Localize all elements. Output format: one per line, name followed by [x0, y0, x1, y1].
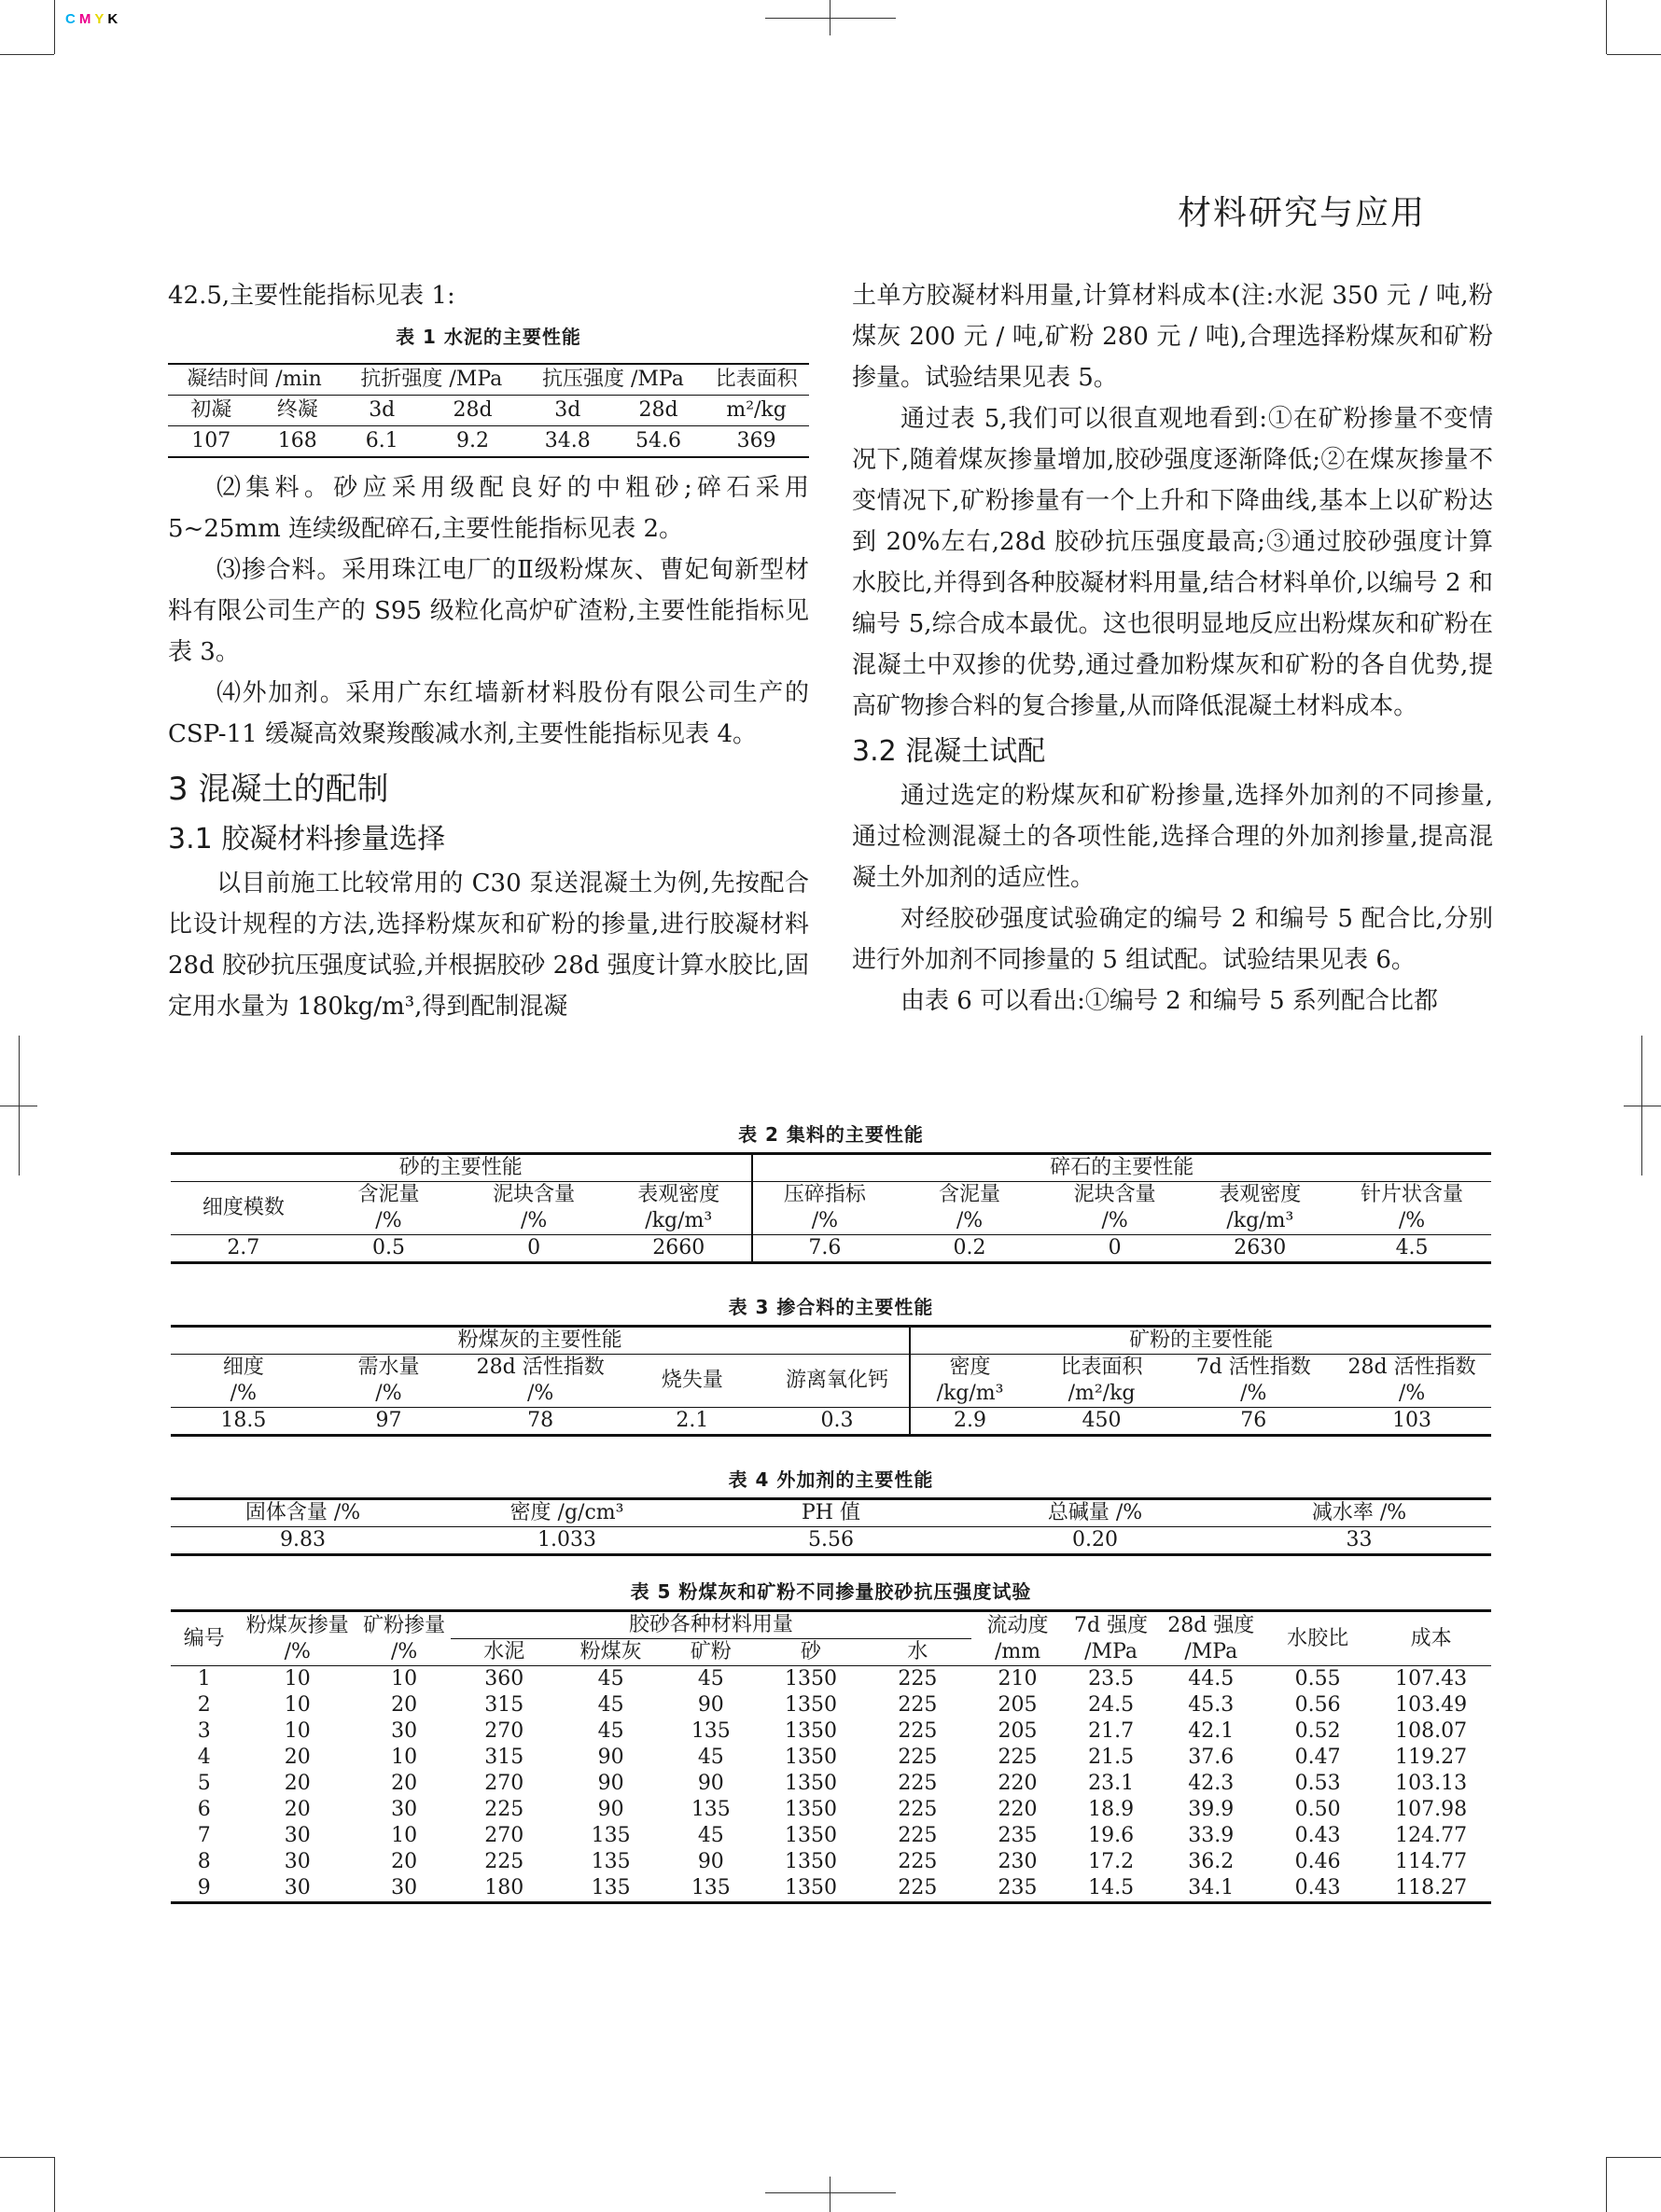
t5-cell: 1350 [785, 1850, 837, 1873]
t3-cell: 0.3 [765, 1408, 911, 1436]
paragraph: 对经胶砂强度试验确定的编号 2 和编号 5 配合比,分别进行外加剂不同掺量的 5 组试配。试验结果见表 6。 [852, 905, 1493, 974]
t5-cell: 225 [898, 1798, 938, 1821]
t5-sub: 粉煤灰 [557, 1639, 663, 1666]
t1-group: 凝结时间 /min [168, 364, 341, 396]
paragraph: 土单方胶凝材料用量,计算材料成本(注:水泥 350 元 / 吨,粉煤灰 200 元 / 吨,矿粉 280 元 / 吨),合理选择粉煤灰和矿粉掺量。试验结果见表 5。 [852, 282, 1493, 392]
t5-sub: 水泥 [451, 1639, 557, 1666]
table1-cement [168, 363, 809, 458]
t1-cell: 107 [168, 426, 255, 458]
t5-cell: 103.49 [1395, 1693, 1468, 1717]
t5-cell: 1350 [785, 1667, 837, 1690]
t2-header-unit: /% [1101, 1209, 1128, 1232]
t5-cell: 108.07 [1395, 1719, 1468, 1743]
table2-caption: 表 2 集料的主要性能 [738, 1123, 924, 1146]
t5-cell: 42.3 [1188, 1772, 1235, 1795]
table4-additive [171, 1497, 1491, 1556]
running-header: 材料研究与应用 [1177, 194, 1426, 232]
t5-cell: 360 [484, 1667, 524, 1690]
t5-cell: 1350 [785, 1746, 837, 1769]
t5-cell: 23.1 [1088, 1772, 1135, 1795]
t5-cell: 30 [284, 1824, 311, 1847]
t3-header-unit: /% [375, 1382, 402, 1405]
t2-header-unit: /% [811, 1209, 839, 1232]
t2-header: 表观密度 [637, 1183, 720, 1206]
t5-cell: 0.47 [1294, 1746, 1341, 1769]
t5-cell: 135 [664, 1875, 758, 1903]
subsection-heading: 3.2 混凝土试配 [852, 735, 1046, 768]
t2-group-sand: 砂的主要性能 [171, 1154, 752, 1182]
t5-cell: 135 [591, 1824, 631, 1847]
t5-header-unit: /% [390, 1639, 418, 1663]
t5-cell: 30 [284, 1850, 311, 1873]
table3-block [171, 1292, 1491, 1437]
t2-header: 细度模数 [202, 1196, 285, 1219]
right-column [852, 275, 1493, 1022]
t5-header: 水胶比 [1264, 1611, 1371, 1666]
t5-cell: 124.77 [1395, 1824, 1468, 1847]
t4-header: 固体含量 /% [171, 1499, 435, 1527]
t5-cell: 0.53 [1294, 1772, 1341, 1795]
t1-cell: 54.6 [613, 426, 704, 458]
t5-header: 28d 强度 [1167, 1613, 1255, 1637]
t3-cell: 2.9 [910, 1408, 1028, 1436]
t5-cell: 135 [591, 1850, 631, 1873]
table-row [171, 1666, 1491, 1693]
t5-cell: 1350 [785, 1719, 837, 1743]
t1-group: 抗折强度 /MPa [341, 364, 523, 396]
t3-cell: 78 [461, 1408, 620, 1436]
t5-cell: 3 [197, 1719, 211, 1743]
t5-cell: 270 [484, 1772, 524, 1795]
t5-cell: 225 [898, 1746, 938, 1769]
t3-cell: 2.1 [620, 1408, 765, 1436]
t2-header: 压碎指标 [783, 1183, 866, 1206]
table-row [171, 1797, 1491, 1823]
paragraph: ⑵集料。砂应采用级配良好的中粗砂;碎石采用 5~25mm 连续级配碎石,主要性能指标见表 2。 [168, 474, 809, 543]
t2-header: 含泥量 [939, 1183, 1001, 1206]
t1-group: 抗压强度 /MPa [523, 364, 705, 396]
t2-header-unit: /% [375, 1209, 402, 1232]
t5-cell: 39.9 [1188, 1798, 1235, 1821]
t1-sub: 28d [423, 396, 522, 426]
t5-cell: 20 [391, 1850, 418, 1873]
t5-cell: 20 [391, 1693, 418, 1717]
t5-cell: 21.7 [1088, 1719, 1135, 1743]
t2-cell: 2630 [1187, 1235, 1333, 1263]
cmyk-c: C [65, 11, 77, 27]
t5-cell: 270 [484, 1824, 524, 1847]
t2-cell: 0.5 [316, 1235, 462, 1263]
t5-cell: 135 [557, 1875, 663, 1903]
t5-cell: 90 [697, 1693, 724, 1717]
t5-cell: 0.43 [1264, 1875, 1371, 1903]
t5-cell: 225 [898, 1772, 938, 1795]
t5-cell: 33.9 [1188, 1824, 1235, 1847]
t5-cell: 235 [998, 1824, 1038, 1847]
t5-cell: 10 [391, 1824, 418, 1847]
t1-sub: 28d [613, 396, 704, 426]
paragraph: 以目前施工比较常用的 C30 泵送混凝土为例,先按配合比设计规程的方法,选择粉煤灰和矿粉的掺量,进行胶凝材料 28d 胶砂抗压强度试验,并根据胶砂 28d 强度计算水胶比,固定用水量为 180kg/m³,得到配制混凝 [168, 869, 809, 1021]
table4-block [171, 1465, 1491, 1556]
t1-cell: 168 [255, 426, 342, 458]
t2-cell: 0.2 [897, 1235, 1042, 1263]
t3-group-slag: 矿粉的主要性能 [910, 1327, 1491, 1355]
table3-admixture [171, 1325, 1491, 1437]
t5-cell: 8 [197, 1850, 211, 1873]
t1-cell: 6.1 [341, 426, 423, 458]
t4-header: PH 值 [699, 1499, 963, 1527]
t5-cell: 36.2 [1188, 1850, 1235, 1873]
t5-sub: 水 [864, 1639, 970, 1666]
t5-cell: 23.5 [1088, 1667, 1135, 1690]
t3-header: 7d 活性指数 [1195, 1356, 1311, 1379]
t5-cell: 10 [284, 1693, 311, 1717]
t5-header-unit: /MPa [1084, 1639, 1138, 1663]
t4-cell: 33 [1227, 1527, 1491, 1555]
section-heading: 3 混凝土的配制 [168, 771, 389, 808]
t5-cell: 225 [898, 1719, 938, 1743]
paragraph: 由表 6 可以看出:①编号 2 和编号 5 系列配合比都 [900, 987, 1438, 1015]
t5-cell: 37.6 [1188, 1746, 1235, 1769]
t5-cell: 1350 [785, 1798, 837, 1821]
paragraph: ⑷外加剂。采用广东红墙新材料股份有限公司生产的 CSP-11 缓凝高效聚羧酸减水剂,主要性能指标见表 4。 [168, 679, 809, 748]
t5-cell: 20 [284, 1746, 311, 1769]
paragraph: 42.5,主要性能指标见表 1: [168, 282, 455, 310]
t5-cell: 225 [998, 1746, 1038, 1769]
t5-header-unit: /MPa [1184, 1639, 1238, 1663]
t5-cell: 18.9 [1088, 1798, 1135, 1821]
t5-cell: 30 [391, 1719, 418, 1743]
t4-cell: 0.20 [963, 1527, 1227, 1555]
t5-cell: 235 [971, 1875, 1065, 1903]
t1-cell: 9.2 [423, 426, 522, 458]
t3-header-unit: /% [1240, 1382, 1267, 1405]
t3-group-ash: 粉煤灰的主要性能 [171, 1327, 910, 1355]
t5-header: 成本 [1371, 1611, 1491, 1666]
t5-cell: 20 [391, 1772, 418, 1795]
t5-header-group: 胶砂各种材料用量 [451, 1611, 970, 1639]
paragraph: 通过表 5,我们可以很直观地看到:①在矿粉掺量不变情况下,随着煤灰掺量增加,胶砂强度逐渐降低;②在煤灰掺量不变情况下,矿粉掺量有一个上升和下降曲线,基本上以矿粉达到 20%左右,28d 胶砂抗压强度最高;③通过胶砂强度计算水胶比,并得到各种胶凝材料用量,结合材料单价,以编号 2 和编号 5,综合成本最优。这也很明显地反应出粉煤灰和矿粉在混凝土中双掺的优势,通过叠加粉煤灰和矿粉的各自优势,提高矿物掺合料的复合掺量,从而降低混凝土材料成本。 [852, 405, 1493, 720]
cmyk-color-bar [65, 11, 121, 27]
t5-cell: 225 [898, 1824, 938, 1847]
t5-cell: 0.55 [1294, 1667, 1341, 1690]
table1-caption: 表 1 水泥的主要性能 [396, 326, 581, 348]
t5-cell: 45 [697, 1667, 724, 1690]
table5-block [171, 1577, 1491, 1904]
subsection-heading: 3.1 胶凝材料掺量选择 [168, 823, 446, 856]
t2-cell: 2660 [607, 1235, 752, 1263]
t5-cell: 7 [197, 1824, 211, 1847]
t5-cell: 1350 [758, 1875, 864, 1903]
t5-cell: 135 [691, 1719, 731, 1743]
t5-cell: 2 [197, 1693, 211, 1717]
t3-header-unit: /% [230, 1382, 257, 1405]
t5-cell: 24.5 [1088, 1693, 1135, 1717]
t5-cell: 90 [697, 1772, 724, 1795]
table-row [171, 1745, 1491, 1771]
t5-cell: 42.1 [1188, 1719, 1235, 1743]
t5-sub: 矿粉 [664, 1639, 758, 1666]
t5-cell: 90 [597, 1798, 624, 1821]
table-row [171, 1849, 1491, 1875]
t2-cell: 4.5 [1333, 1235, 1491, 1263]
t3-header-unit: /m²/kg [1068, 1382, 1136, 1405]
t5-cell: 90 [597, 1772, 624, 1795]
t4-cell: 1.033 [435, 1527, 699, 1555]
t4-header: 减水率 /% [1227, 1499, 1491, 1527]
t5-cell: 34.1 [1158, 1875, 1264, 1903]
table4-caption: 表 4 外加剂的主要性能 [728, 1468, 934, 1491]
t5-cell: 205 [998, 1693, 1038, 1717]
t5-cell: 135 [691, 1798, 731, 1821]
t5-cell: 17.2 [1088, 1850, 1135, 1873]
t1-sub: 终凝 [255, 396, 342, 426]
table3-caption: 表 3 掺合料的主要性能 [728, 1296, 934, 1318]
t2-header-unit: /kg/m³ [645, 1209, 713, 1232]
t1-sub: m²/kg [704, 396, 809, 426]
t5-cell: 5 [197, 1772, 211, 1795]
t5-cell: 45.3 [1188, 1693, 1235, 1717]
t5-cell: 225 [898, 1850, 938, 1873]
t3-header: 28d 活性指数 [1347, 1356, 1476, 1379]
t5-cell: 225 [864, 1875, 970, 1903]
t5-cell: 45 [697, 1824, 724, 1847]
t5-cell: 45 [597, 1719, 624, 1743]
t5-cell: 21.5 [1088, 1746, 1135, 1769]
t5-cell: 230 [998, 1850, 1038, 1873]
t5-cell: 114.77 [1395, 1850, 1468, 1873]
t3-header: 密度 [949, 1356, 991, 1379]
t3-cell: 103 [1333, 1408, 1491, 1436]
t4-cell: 9.83 [171, 1527, 435, 1555]
t5-cell: 0.56 [1294, 1693, 1341, 1717]
t4-header: 总碱量 /% [963, 1499, 1227, 1527]
table2-block [171, 1120, 1491, 1264]
t5-header-no: 编号 [171, 1611, 237, 1666]
t5-sub: 砂 [758, 1639, 864, 1666]
t5-cell: 10 [391, 1667, 418, 1690]
t2-cell: 0 [461, 1235, 607, 1263]
t5-cell: 20 [284, 1772, 311, 1795]
t5-cell: 315 [484, 1693, 524, 1717]
t5-cell: 225 [484, 1850, 524, 1873]
t5-cell: 270 [484, 1719, 524, 1743]
t5-body [171, 1666, 1491, 1903]
t2-header: 针片状含量 [1361, 1183, 1464, 1206]
t2-header: 泥块含量 [1073, 1183, 1156, 1206]
table2-aggregate [171, 1152, 1491, 1264]
t5-cell: 0.50 [1294, 1798, 1341, 1821]
t5-header-unit: /% [284, 1639, 311, 1663]
t5-cell: 1350 [785, 1824, 837, 1847]
t5-cell: 1 [197, 1667, 211, 1690]
cmyk-m: M [78, 11, 92, 27]
table-row [171, 1771, 1491, 1797]
t3-header: 28d 活性指数 [476, 1356, 605, 1379]
t5-cell: 45 [597, 1667, 624, 1690]
t2-cell: 7.6 [752, 1235, 898, 1263]
t3-cell: 97 [316, 1408, 462, 1436]
table-row [171, 1823, 1491, 1849]
table5-caption: 表 5 粉煤灰和矿粉不同掺量胶砂抗压强度试验 [630, 1580, 1032, 1603]
t5-cell: 30 [391, 1798, 418, 1821]
t5-cell: 30 [237, 1875, 357, 1903]
t2-header-unit: /% [956, 1209, 984, 1232]
t5-cell: 0.46 [1294, 1850, 1341, 1873]
t5-cell: 225 [898, 1693, 938, 1717]
t5-cell: 1350 [785, 1693, 837, 1717]
table-row [171, 1692, 1491, 1718]
paragraph: ⑶掺合料。采用珠江电厂的Ⅱ级粉煤灰、曹妃甸新型材料有限公司生产的 S95 级粒化高炉矿渣粉,主要性能指标见表 3。 [168, 556, 809, 666]
t1-cell: 369 [704, 426, 809, 458]
t2-header: 含泥量 [357, 1183, 420, 1206]
t5-cell: 205 [998, 1719, 1038, 1743]
t1-sub: 3d [341, 396, 423, 426]
t5-cell: 210 [998, 1667, 1038, 1690]
t4-header: 密度 /g/cm³ [435, 1499, 699, 1527]
t3-header: 需水量 [357, 1356, 420, 1379]
paragraph: 通过选定的粉煤灰和矿粉掺量,选择外加剂的不同掺量,通过检测混凝土的各项性能,选择合理的外加剂掺量,提高混凝土外加剂的适应性。 [852, 782, 1493, 892]
t5-cell: 0.52 [1294, 1719, 1341, 1743]
table-row [171, 1875, 1491, 1903]
t5-cell: 0.43 [1294, 1824, 1341, 1847]
t5-cell: 45 [697, 1746, 724, 1769]
t2-cell: 0 [1042, 1235, 1188, 1263]
t2-cell: 2.7 [171, 1235, 316, 1263]
t3-header-unit: /% [527, 1382, 554, 1405]
t5-cell: 118.27 [1371, 1875, 1491, 1903]
t5-cell: 10 [391, 1746, 418, 1769]
t2-header-unit: /% [1398, 1209, 1426, 1232]
t1-cell: 34.8 [523, 426, 613, 458]
t2-header-unit: /% [520, 1209, 548, 1232]
t5-cell: 180 [451, 1875, 557, 1903]
t4-cell: 5.56 [699, 1527, 963, 1555]
t5-cell: 45 [597, 1693, 624, 1717]
t5-header-unit: /mm [994, 1639, 1041, 1663]
t3-header: 比表面积 [1060, 1356, 1143, 1379]
t5-cell: 14.5 [1065, 1875, 1158, 1903]
t3-header: 烧失量 [661, 1369, 723, 1392]
t1-group: 比表面积 [704, 364, 809, 396]
t5-header: 矿粉掺量 [363, 1613, 446, 1637]
left-column [168, 275, 809, 1027]
t5-cell: 107.43 [1395, 1667, 1468, 1690]
t2-group-stone: 碎石的主要性能 [752, 1154, 1491, 1182]
t5-header: 流动度 [986, 1613, 1049, 1637]
t5-cell: 9 [171, 1875, 237, 1903]
t5-cell: 107.98 [1395, 1798, 1468, 1821]
t5-cell: 225 [898, 1667, 938, 1690]
t1-sub: 初凝 [168, 396, 255, 426]
t2-header-unit: /kg/m³ [1226, 1209, 1294, 1232]
t5-cell: 10 [284, 1667, 311, 1690]
t3-cell: 18.5 [171, 1408, 316, 1436]
t5-cell: 119.27 [1395, 1746, 1468, 1769]
cmyk-k: K [107, 11, 119, 27]
t5-cell: 315 [484, 1746, 524, 1769]
t1-sub: 3d [523, 396, 613, 426]
t5-cell: 220 [998, 1798, 1038, 1821]
t5-cell: 44.5 [1188, 1667, 1235, 1690]
t5-cell: 225 [484, 1798, 524, 1821]
t5-cell: 90 [597, 1746, 624, 1769]
t5-cell: 90 [697, 1850, 724, 1873]
t2-header: 泥块含量 [493, 1183, 576, 1206]
t3-header: 游离氧化钙 [786, 1369, 889, 1392]
t5-header: 7d 强度 [1074, 1613, 1149, 1637]
t3-header: 细度 [222, 1356, 264, 1379]
t5-cell: 20 [284, 1798, 311, 1821]
t5-cell: 19.6 [1088, 1824, 1135, 1847]
t5-cell: 1350 [785, 1772, 837, 1795]
t5-cell: 6 [197, 1798, 211, 1821]
t3-cell: 450 [1029, 1408, 1175, 1436]
t3-cell: 76 [1174, 1408, 1333, 1436]
t5-cell: 30 [357, 1875, 451, 1903]
table5-mortar-strength [171, 1609, 1491, 1904]
t3-header-unit: /% [1398, 1382, 1426, 1405]
t5-cell: 103.13 [1395, 1772, 1468, 1795]
t5-cell: 220 [998, 1772, 1038, 1795]
cmyk-y: Y [94, 11, 105, 27]
t5-cell: 10 [284, 1719, 311, 1743]
t3-header-unit: /kg/m³ [936, 1382, 1004, 1405]
t2-header: 表观密度 [1219, 1183, 1302, 1206]
table-row [171, 1718, 1491, 1745]
t5-header: 粉煤灰掺量 [245, 1613, 349, 1637]
t5-cell: 4 [197, 1746, 211, 1769]
